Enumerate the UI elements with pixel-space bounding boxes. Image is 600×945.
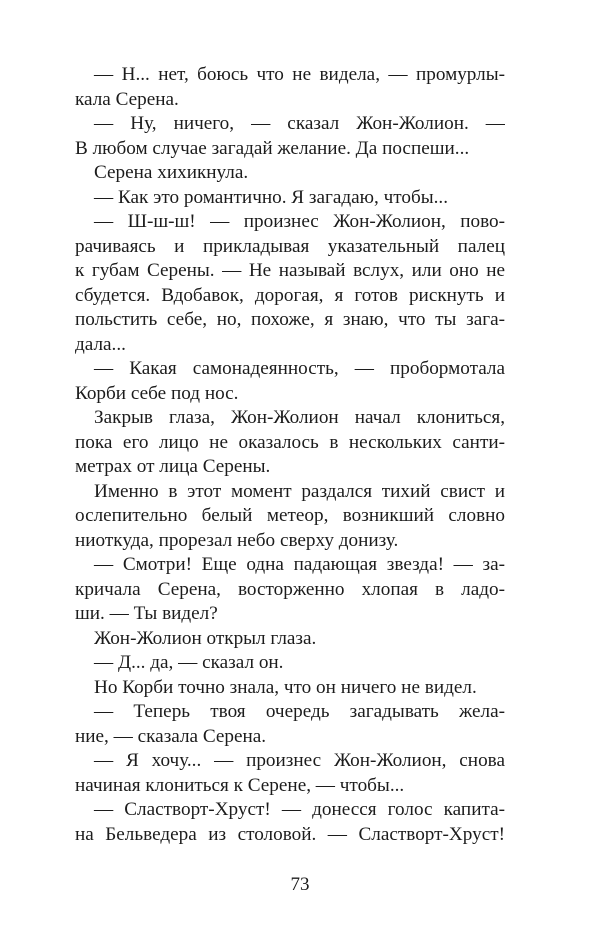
text-line: — Какая самонадеянность, — пробормотала	[94, 358, 505, 379]
page-number: 73	[290, 874, 310, 895]
text-line: ние, — сказала Серена.	[75, 725, 267, 747]
text-line: — Д... да, — сказал он.	[94, 652, 284, 673]
text-line: — Я хочу... — произнес Жон-Жолион, снова	[94, 750, 505, 771]
text-line: — Как это романтично. Я загадаю, чтобы...	[94, 186, 449, 208]
text-line: Серена хихикнула.	[94, 162, 249, 183]
text-line: рачиваясь и прикладывая указательный палец	[75, 235, 505, 257]
text-line: кричала Серена, восторженно хлопая в ладо-	[75, 578, 505, 600]
text-line: — Ш-ш-ш! — произнес Жон-Жолион, пово-	[94, 211, 505, 232]
text-line: Именно в этот момент раздался тихий свист и	[94, 480, 505, 502]
text-line: Жон-Жолион открыл глаза.	[94, 627, 317, 649]
text-line: ослепительно белый метеор, возникший словно	[75, 505, 505, 526]
text-line: — Сластворт-Хруст! — донесся голос капита-	[94, 799, 505, 820]
text-line: Но Корби точно знала, что он ничего не видел.	[94, 676, 477, 698]
text-line: — Теперь твоя очередь загадывать жела-	[94, 701, 505, 722]
text-line: — Н... нет, боюсь что не видела, — промурлы-	[94, 64, 505, 85]
text-line: метрах от лица Серены.	[75, 456, 271, 477]
text-line: к губам Серены. — Не называй вслух, или оно не	[75, 260, 505, 281]
text-line: В любом случае загадай желание. Да поспеши...	[75, 137, 470, 159]
text-line: Закрыв глаза, Жон-Жолион начал клониться,	[94, 407, 505, 428]
text-line: на Бельведера из столовой. — Сластворт-Хруст!	[75, 823, 505, 845]
text-line: сбудется. Вдобавок, дорогая, я готов рискнуть и	[75, 284, 505, 306]
text-line: Корби себе под нос.	[75, 382, 239, 404]
text-line: пока его лицо не оказалось в нескольких санти-	[75, 431, 505, 453]
body-text	[75, 63, 505, 847]
text-line: — Ну, ничего, — сказал Жон-Жолион. —	[94, 113, 505, 134]
text-line: кала Серена.	[75, 88, 179, 110]
text-line: начиная клониться к Серене, — чтобы...	[75, 774, 405, 796]
text-line: — Смотри! Еще одна падающая звезда! — за-	[94, 554, 505, 575]
text-line: ниоткуда, прорезал небо сверху донизу.	[75, 529, 399, 551]
text-line: дала...	[75, 333, 126, 355]
text-line: ши. — Ты видел?	[75, 603, 218, 624]
text-line: польстить себе, но, похоже, я знаю, что ты зага-	[75, 309, 505, 330]
